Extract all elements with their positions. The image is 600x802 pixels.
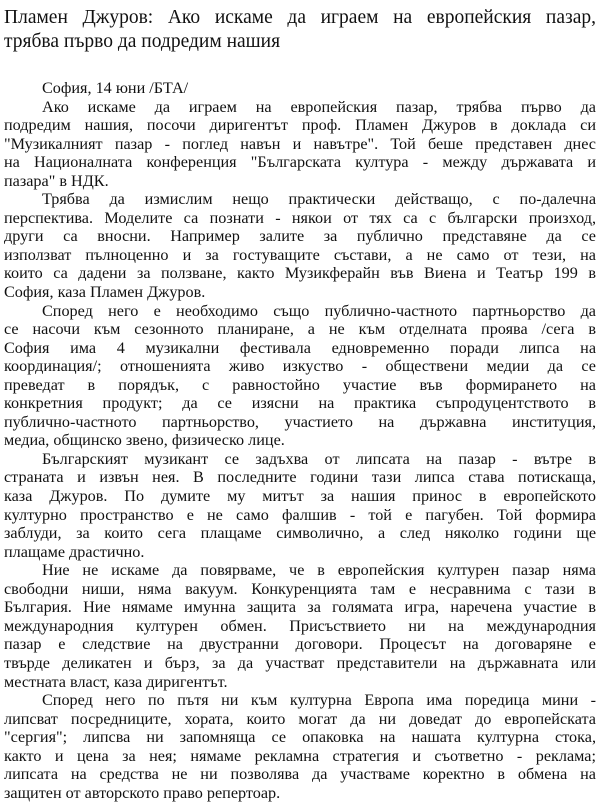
paragraph-line: плащаме драстично. bbox=[4, 542, 145, 561]
paragraph-line: Според него е необходимо също публично-частното партньорство да bbox=[42, 301, 596, 320]
paragraph-line: международния културен обмен. Присъствието ни на международния bbox=[4, 616, 596, 635]
paragraph-line: пазара" в НДК. bbox=[4, 171, 109, 190]
paragraph-line: Ние не искаме да повярваме, че в европейския културен пазар няма bbox=[42, 561, 596, 580]
paragraph-line: пазар е следствие на двустранни договори. Процесът на договаряне е bbox=[4, 635, 596, 654]
paragraph-line: заблуди, за които сега плащаме символично, а след няколко години ще bbox=[4, 524, 596, 543]
paragraph-line: твърде деликатен и бърз, за да участват представители на държавната или bbox=[4, 653, 596, 672]
article-body bbox=[4, 79, 596, 802]
paragraph bbox=[4, 302, 596, 450]
paragraph-line: България. Ние нямаме имунна защита за голямата игра, наречена участие в bbox=[4, 598, 596, 617]
paragraph-line: София има 4 музикални фестивала едновременно поради липса на bbox=[4, 338, 596, 357]
paragraph-line: конкретния продукт; да се изясни на практика съпродуцентството в bbox=[4, 394, 596, 413]
title-line: трябва първо да подредим нашия bbox=[4, 31, 281, 52]
paragraph-line: страната и извън нея. В последните години тази липса става потискаща, bbox=[4, 468, 596, 487]
paragraph-line: липсват посредниците, хората, които могат да ни доведат до европейската bbox=[4, 709, 596, 728]
paragraph-line: на Националната конференция "Българската култура - между държавата и bbox=[4, 153, 596, 172]
paragraph-line: "сергия"; липсва ни запомняща се опаковка на нашата културна стока, bbox=[4, 728, 596, 747]
paragraph-line: перспектива. Моделите са познати - някои от тях са с български произход, bbox=[4, 208, 596, 227]
paragraph-line: които са дадени за ползване, както Музикферайн във Виена и Театър 199 в bbox=[4, 264, 596, 283]
paragraph bbox=[4, 190, 596, 301]
paragraph-line: защитен от авторското право репертоар. bbox=[4, 783, 281, 802]
paragraph-line: местната власт, каза диригентът. bbox=[4, 672, 228, 691]
paragraph-line: "Музикалният пазар - поглед навън и навътре". Той беше представен днес bbox=[4, 134, 596, 153]
paragraph-line: Ако искаме да играем на европейския пазар, трябва първо да bbox=[42, 97, 596, 116]
article-title bbox=[4, 6, 596, 54]
paragraph-line: координация/; отношенията живо изкуство - обществени медии да се bbox=[4, 357, 596, 376]
paragraph-line: културно пространство е не само фалшив - той е пагубен. Той формира bbox=[4, 505, 596, 524]
dateline: София, 14 юни /БТА/ bbox=[42, 79, 189, 97]
paragraph-line: други са вносни. Например залите за публично представяне да се bbox=[4, 227, 596, 246]
paragraph bbox=[4, 561, 596, 691]
paragraph-line: използват пълноценно и за гостуващите състави, а не само от тези, на bbox=[4, 245, 596, 264]
title-line: Пламен Джуров: Ако искаме да играем на европейския пазар, bbox=[4, 7, 596, 28]
paragraph-line: подредим нашия, посочи диригентът проф. Пламен Джуров в доклада си bbox=[4, 116, 596, 135]
paragraph-line: свободни ниши, няма вакуум. Конкуренцията там е несравнима с тази в bbox=[4, 579, 596, 598]
paragraph bbox=[4, 691, 596, 802]
paragraph-line: преведат в порядък, с равностойно участие във формирането на bbox=[4, 375, 596, 394]
paragraph-line: София, каза Пламен Джуров. bbox=[4, 283, 206, 302]
paragraph bbox=[4, 450, 596, 561]
paragraph bbox=[4, 98, 596, 191]
paragraph-line: Българският музикант се задъхва от липсата на пазар - вътре в bbox=[42, 449, 596, 468]
paragraph-line: Според него по пътя ни към културна Европа има поредица мини - bbox=[42, 691, 596, 710]
paragraph-line: липсата на средства не ни позволява да участваме коректно в обмена на bbox=[4, 765, 596, 784]
paragraph-line: Трябва да измислим нещо практически действащо, с по-далечна bbox=[42, 190, 596, 209]
paragraph-line: каза Джуров. По думите му митът за нашия принос в европейското bbox=[4, 487, 596, 506]
paragraph-line: медиа, общинско звено, физическо лице. bbox=[4, 431, 285, 450]
paragraph-line: публично-частното партньорство, участието на държавна институция, bbox=[4, 412, 596, 431]
paragraph-line: се насочи към сезонното планиране, а не към отделната проява /сега в bbox=[4, 320, 596, 339]
paragraph-line: както и цена за нея; нямаме рекламна стратегия и съответно - реклама; bbox=[4, 746, 596, 765]
